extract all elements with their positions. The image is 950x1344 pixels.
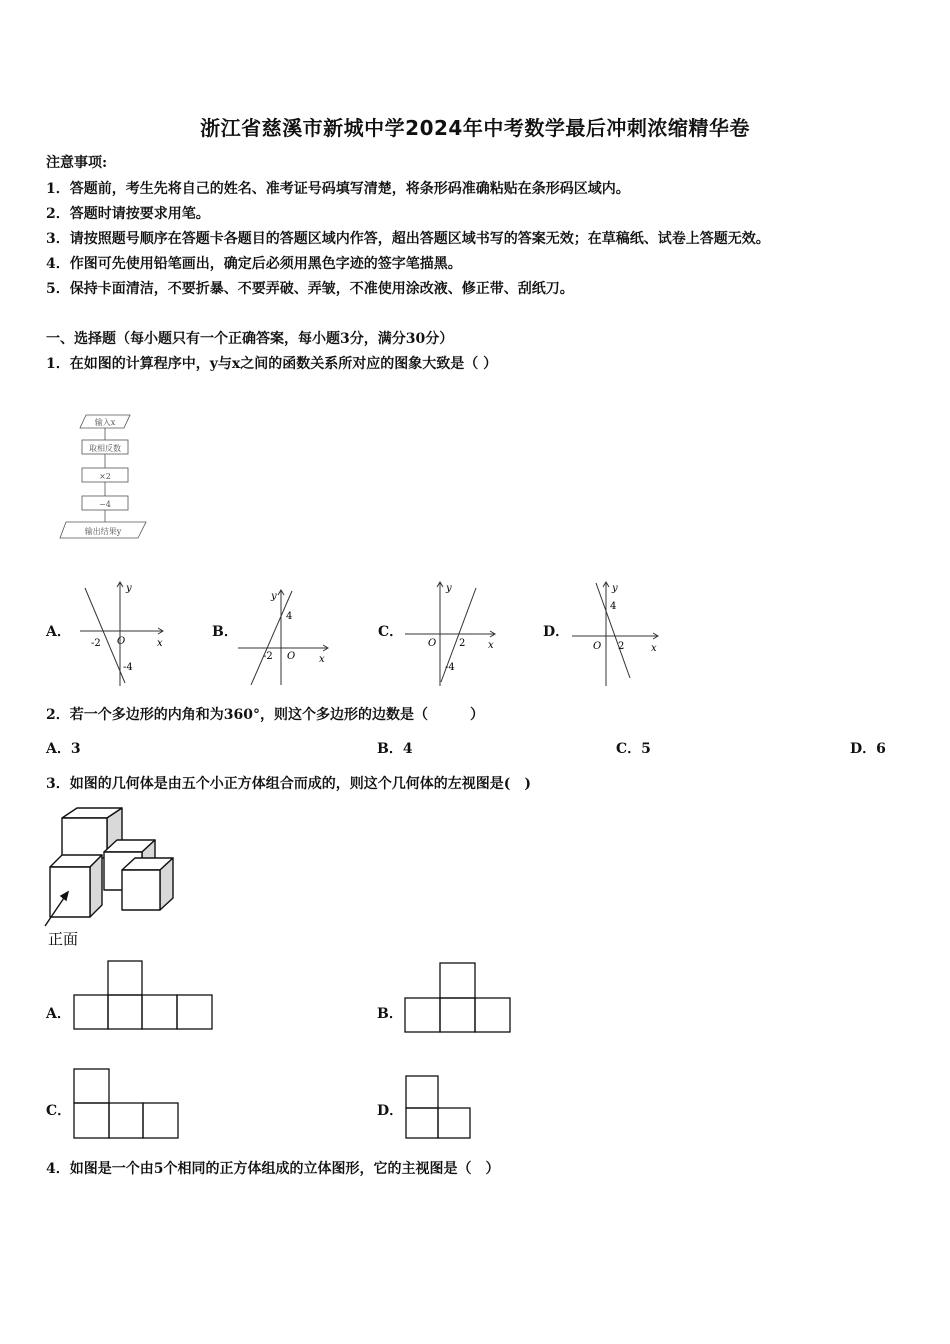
q3-option-d: D． [377,1103,404,1119]
section-heading: 一、选择题（每小题只有一个正确答案，每小题3分，满分30分） [46,331,454,347]
graph-a-origin: O [117,636,126,647]
flow-step-2: 取相反数 [89,444,121,453]
flow-step-4: −4 [99,500,111,509]
note-5: 5．保持卡面清洁，不要折暴、不要弄破、弄皱，不准使用涂改液、修正带、刮纸刀。 [46,281,574,297]
graph-b-x-intercept: -2 [263,651,273,662]
q3-option-d-figure [404,1074,474,1140]
graph-d-origin: O [593,641,602,652]
q3-option-a-figure [73,960,215,1032]
graph-a-x-label: x [157,638,163,649]
graph-d [570,578,665,688]
graph-a-y-label: y [126,583,132,594]
graph-d-x-intercept: 2 [618,641,625,652]
q3-option-b-figure [403,962,513,1034]
graph-b [236,585,336,685]
graph-d-y-intercept: 4 [610,601,617,612]
q3-option-b: B． [377,1006,403,1022]
flowchart-figure [58,410,153,540]
cube-solid-figure [42,800,177,948]
graph-d-y-label: y [612,583,618,594]
q3-option-c: C． [46,1103,72,1119]
graph-c [403,578,503,688]
flow-step-5: 输出结果y [84,527,122,536]
graph-c-x-label: x [488,640,494,651]
q2-option-c: C．5 [616,741,651,757]
note-2: 2．答题时请按要求用笔。 [46,206,210,222]
q1-option-c: C． [378,624,404,640]
q1-option-b: B． [212,624,238,640]
q1-option-d: D． [543,624,570,640]
flow-step-1: 输入x [94,418,116,427]
graph-b-x-label: x [319,654,325,665]
graph-d-x-label: x [651,643,657,654]
q2-option-b: B．4 [377,741,413,757]
graph-a-x-intercept: -2 [91,638,101,649]
graph-c-x-intercept: 2 [459,638,466,649]
note-4: 4．作图可先使用铅笔画出，确定后必须用黑色字迹的签字笔描黑。 [46,256,462,272]
graph-b-origin: O [287,651,296,662]
notes-heading: 注意事项: [46,155,108,171]
graph-b-y-intercept: 4 [286,611,293,622]
graph-c-origin: O [428,638,437,649]
graph-c-y-label: y [446,583,452,594]
q2-option-d: D．6 [850,741,886,757]
note-1: 1．答题前，考生先将自己的姓名、准考证号码填写清楚，将条形码准确粘贴在条形码区域内。 [46,181,630,197]
note-3: 3．请按照题号顺序在答题卡各题目的答题区域内作答，超出答题区域书写的答案无效；在草稿纸、试卷上答题无效。 [46,231,770,247]
q1-option-a: A． [46,624,71,640]
q3-option-a: A． [46,1006,71,1022]
q3-option-c-figure [73,1068,181,1140]
q2-option-a: A．3 [46,741,81,757]
question-2: 2．若一个多边形的内角和为360°，则这个多边形的边数是（ ） [46,707,484,723]
flow-step-3: ×2 [99,472,111,481]
graph-b-y-label: y [271,591,277,602]
question-1: 1．在如图的计算程序中，y与x之间的函数关系所对应的图象大致是（ ） [46,356,498,372]
question-3: 3．如图的几何体是由五个小正方体组合而成的，则这个几何体的左视图是( ) [46,776,531,792]
graph-c-y-intercept: -4 [445,662,455,673]
graph-a-y-intercept: -4 [123,662,133,673]
front-label: 正面 [48,930,79,948]
question-4: 4．如图是一个由5个相同的正方体组成的立体图形，它的主视图是（ ） [46,1161,500,1177]
page-title: 浙江省慈溪市新城中学2024年中考数学最后冲刺浓缩精华卷 [200,116,750,140]
graph-a [75,578,170,688]
